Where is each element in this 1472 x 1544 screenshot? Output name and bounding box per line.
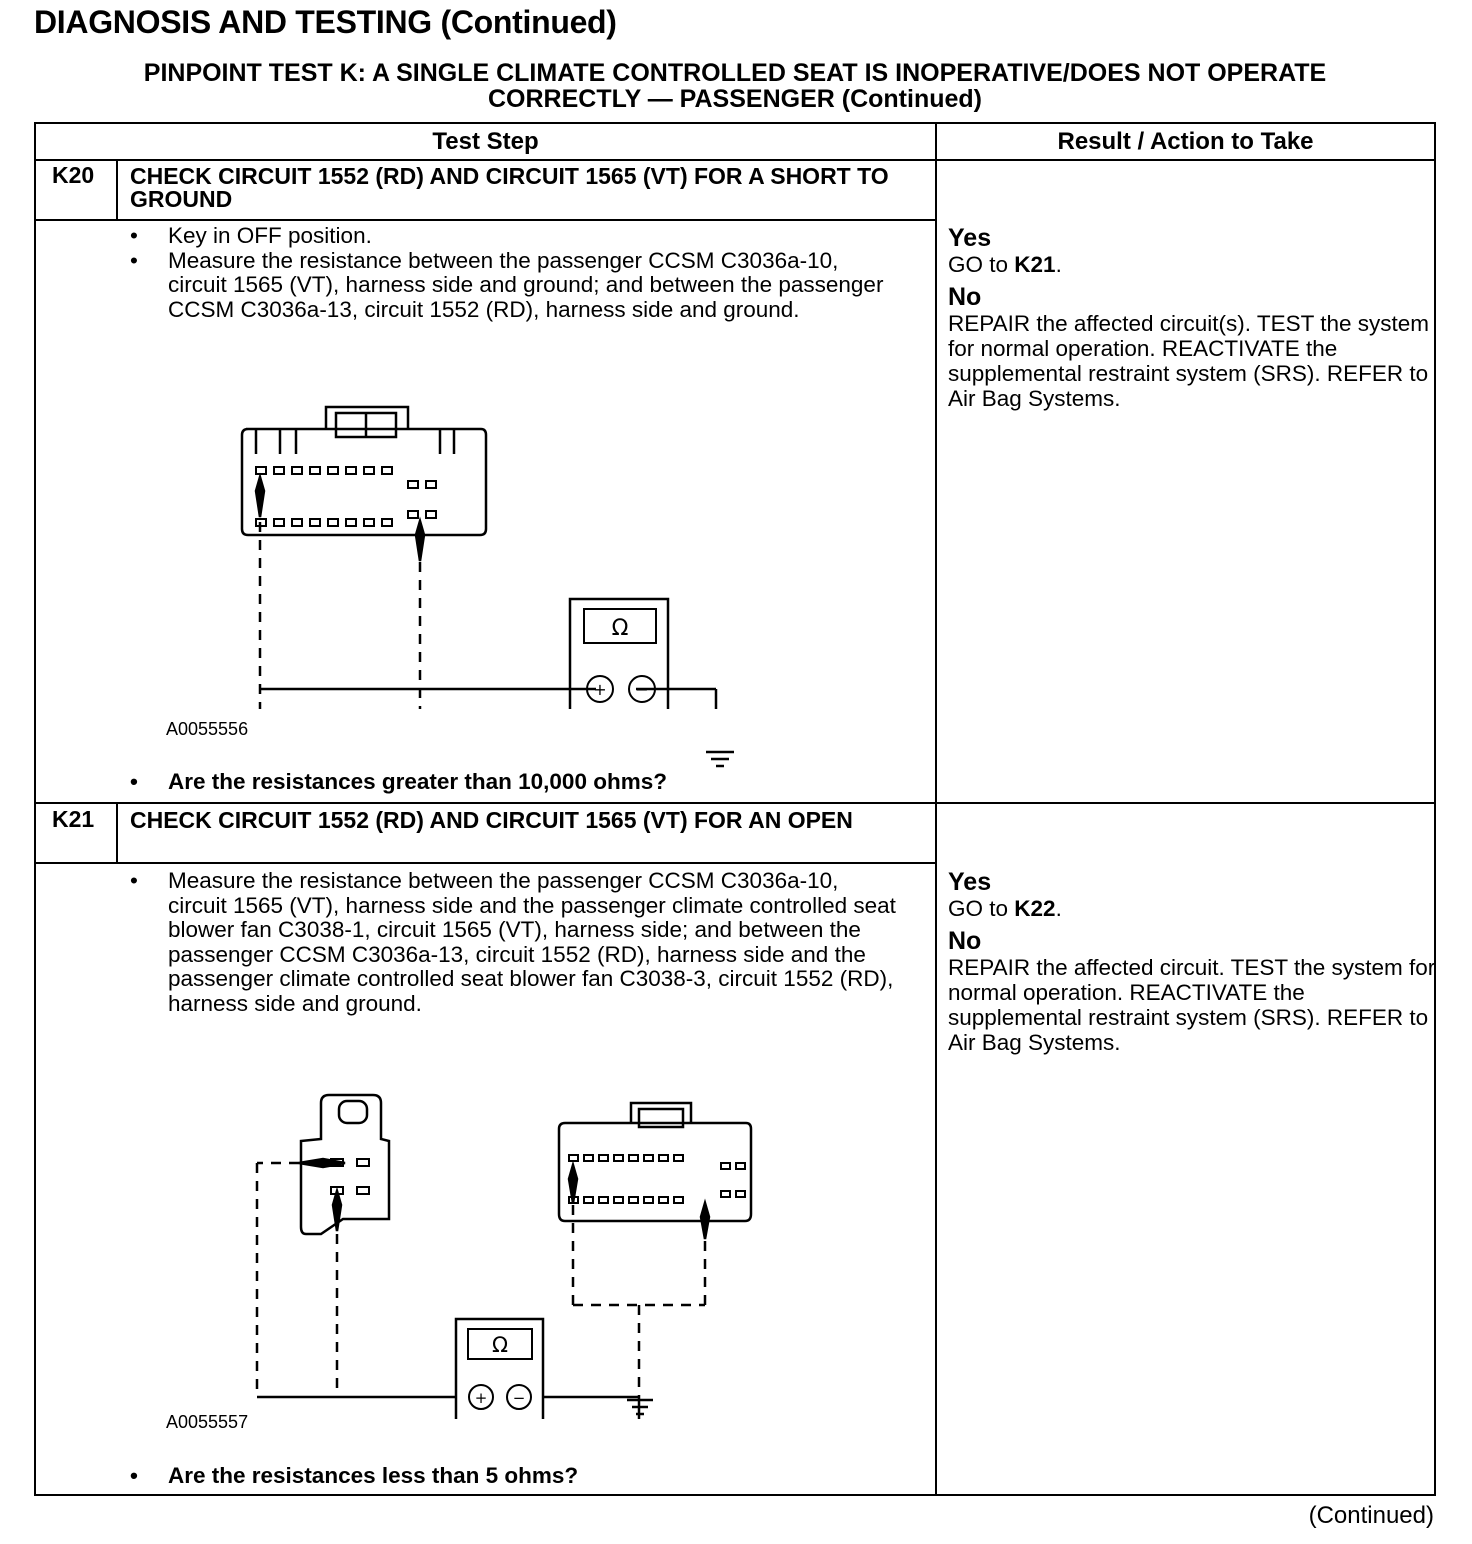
test-title-line1: PINPOINT TEST K: A SINGLE CLIMATE CONTROLLED SEAT IS INOPERATIVE/DOES NOT OPERATE [143,59,1327,87]
yes-label: Yes [948,224,992,252]
step-result [948,868,1438,1055]
no-label: No [948,283,982,311]
step-divider [36,802,1434,804]
step-id: K21 [52,806,95,832]
k21-wiring-diagram [251,1079,761,1419]
header-divider [36,159,1434,161]
yes-action: GO to K22. [948,896,1062,921]
page-heading: DIAGNOSIS AND TESTING (Continued) [34,4,617,40]
step-id-divider [116,802,118,862]
goto-step-link[interactable]: K21 [1014,252,1056,277]
figure-id: A0055557 [166,1412,249,1432]
header-test-step: Test Step [432,128,539,155]
goto-step-link[interactable]: K22 [1014,896,1056,921]
meter-plus-terminal: + [474,1389,488,1407]
meter-plus-terminal: + [593,680,607,699]
test-title-line2: CORRECTLY — PASSENGER (Continued) [487,85,982,113]
no-action: REPAIR the affected circuit. TEST the system for normal operation. REACTIVATE the supplemental restraint system (SRS). REFER to Air Bag Systems. [948,955,1436,1055]
pinpoint-test-title [34,60,1436,112]
header-result: Result / Action to Take [1057,128,1314,155]
ground-symbol-icon [622,1392,658,1428]
pinpoint-test-table [34,122,1436,1496]
step-instructions [126,224,896,322]
step-heading: CHECK CIRCUIT 1552 (RD) AND CIRCUIT 1565 (VT) FOR AN OPEN [130,807,853,833]
figure-id: A0055556 [166,719,249,739]
connector-icon [242,407,486,535]
instruction-item: • Measure the resistance between the passenger CCSM C3036a-10, circuit 1565 (VT), harness side and the passenger climate controlled seat blower fan C3038-1, circuit 1565 (VT), harness side; and between the passenger CCSM C3036a-13, circuit 1552 (RD), harness side and the passenger climate controlled seat blower fan C3038-3, circuit 1552 (RD), harness side and ground. [126,869,896,1016]
ohmmeter-icon [456,1319,543,1419]
no-label: No [948,927,982,955]
column-divider [935,124,937,1494]
yes-action: GO to K21. [948,252,1062,277]
instruction-item: • Measure the resistance between the passenger CCSM C3036a-10, circuit 1565 (VT), harness side and ground; and between the passenger CCSM C3036a-13, circuit 1552 (RD), harness side and ground. [126,249,896,323]
meter-minus-terminal: − [635,680,649,699]
no-action: REPAIR the affected circuit(s). TEST the system for normal operation. REACTIVATE the supplemental restraint system (SRS). REFER to Air Bag Systems. [948,311,1430,411]
instruction-item: • Key in OFF position. [126,224,896,249]
test-leads [257,1159,709,1419]
yes-label: Yes [948,868,992,896]
step-instructions [126,869,896,1016]
meter-minus-terminal: − [512,1389,526,1407]
step-question [126,770,896,795]
ohmmeter-icon [570,599,668,709]
step-question [126,1464,896,1489]
step-heading-divider [36,862,935,864]
step-id: K20 [52,162,95,188]
step-result [948,224,1438,411]
step-heading: CHECK CIRCUIT 1552 (RD) AND CIRCUIT 1565 (VT) FOR A SHORT TO GROUND [130,163,889,212]
question-item: • Are the resistances greater than 10,000 ohms? [126,770,896,795]
step-id-divider [116,159,118,219]
step-heading-divider [36,219,935,221]
continued-footer: (Continued) [1308,1502,1434,1529]
ohm-symbol: Ω [491,1333,509,1357]
k20-wiring-diagram [236,399,746,709]
ccsm-connector-icon [559,1103,751,1221]
question-item: • Are the resistances less than 5 ohms? [126,1464,896,1489]
ohm-symbol: Ω [611,616,629,641]
